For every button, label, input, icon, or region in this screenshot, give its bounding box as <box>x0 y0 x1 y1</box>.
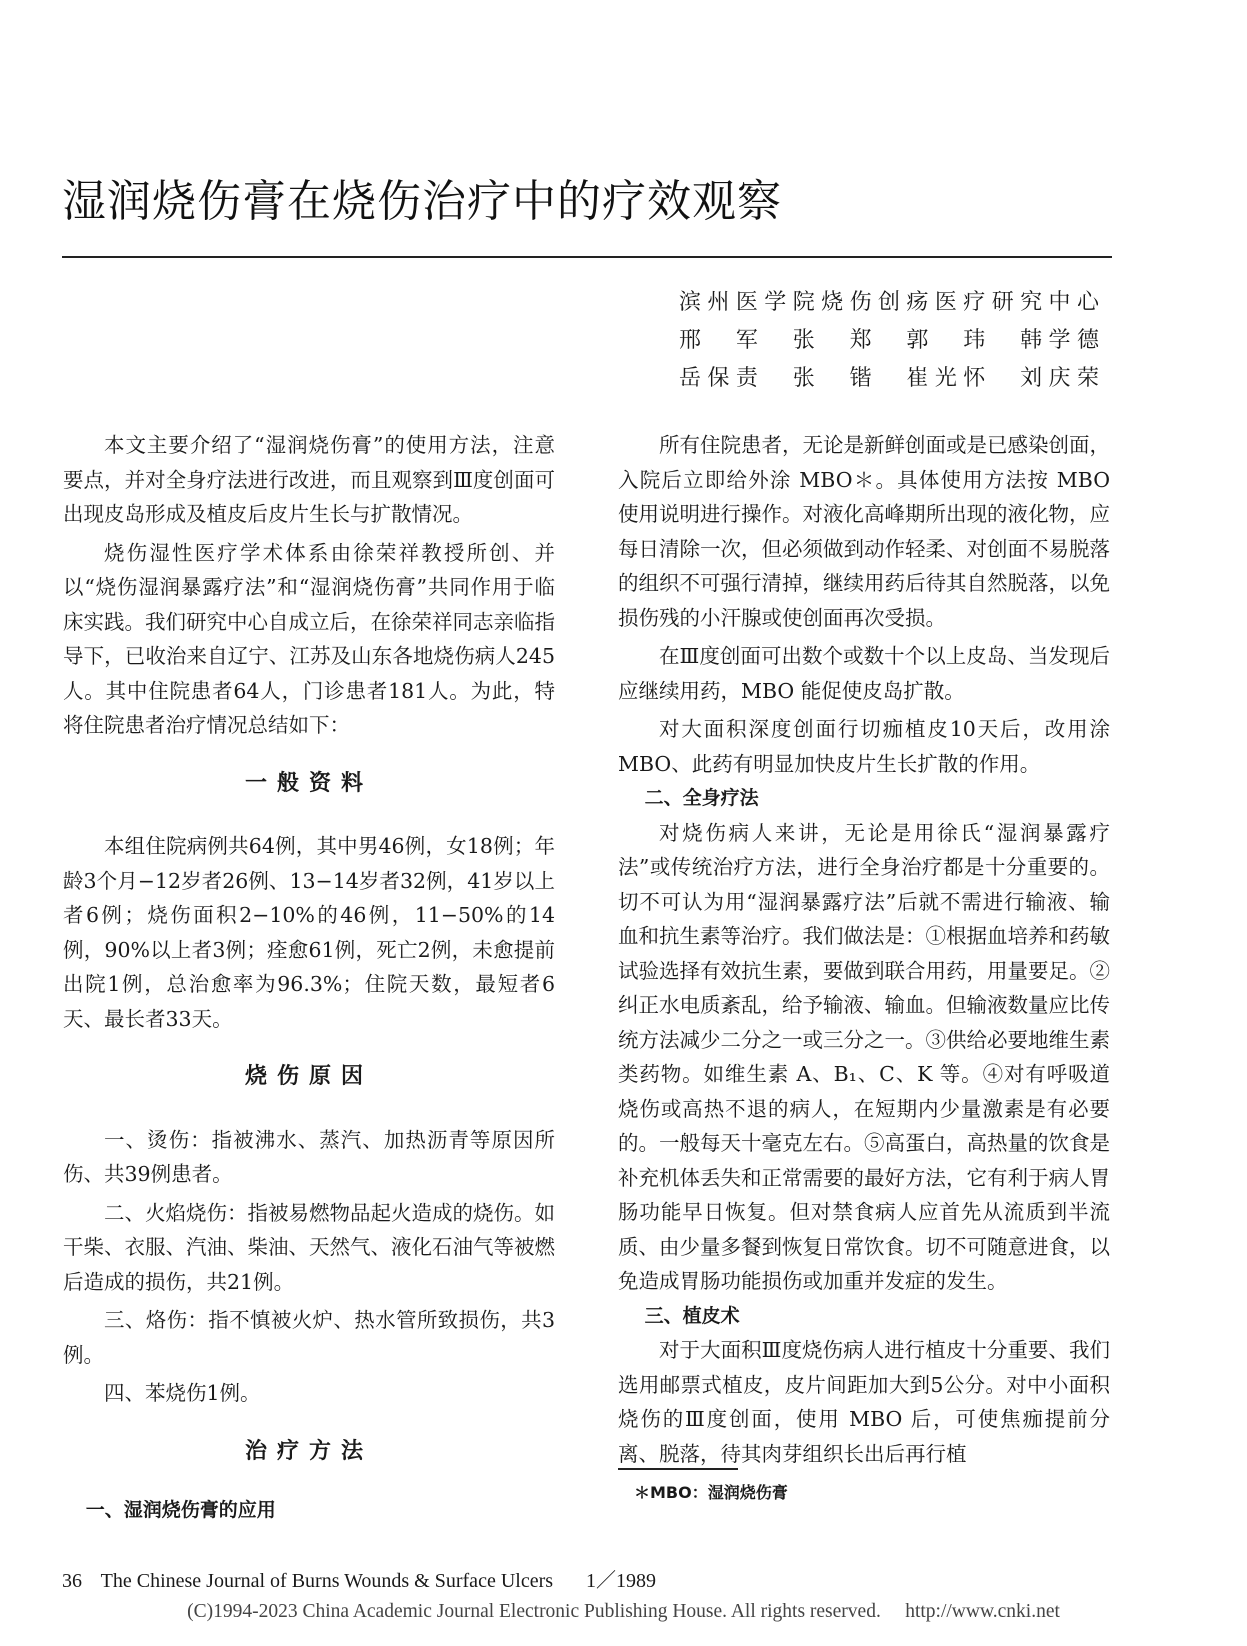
section-heading-burn-causes: 烧伤原因 <box>244 1064 373 1089</box>
subheading-systemic-therapy: 二、全身疗法 <box>644 787 759 809</box>
mbo-paragraph-2: 在Ⅲ度创面可出数个或数十个以上皮岛、当发现后应继续用药，MBO 能促使皮岛扩散。 <box>618 644 1110 703</box>
institution: 滨州医学院烧伤创疡医疗研究中心 <box>679 290 1099 315</box>
right-column <box>618 428 1110 1471</box>
systemic-therapy-paragraph: 对烧伤病人来讲，无论是用徐氏“湿润暴露疗法”或传统治疗方法，进行全身治疗都是十分重要的。切不可认为用“湿润暴露疗法”后就不需进行输液、输血和抗生素等治疗。我们做法是：①根据血培养和药敏试验选择有效抗生素，要做到联合用药，用量要足。②纠正水电质紊乱，给予输液、输血。但输液数量应比传统方法减少二分之一或三分之一。③供给必要地维生素类药物。如维生素 A、B₁、C、K 等。④对有呼吸道烧伤或高热不退的病人，在短期内少量激素是有必要的。一般每天十毫克左右。⑤高蛋白，高热量的饮食是补充机体丢失和正常需要的最好方法，它有利于病人胃肠功能早日恢复。但对禁食病人应首先从流质到半流质、由少量多餐到恢复日常饮食。切不可随意进食，以免造成胃肠功能损伤或加重并发症的发生。 <box>618 820 1110 1293</box>
section-heading-general-data: 一般资料 <box>244 770 373 796</box>
subheading-skin-graft: 三、植皮术 <box>644 1304 740 1327</box>
mbo-paragraph-3: 对大面积深度创面行切痂植皮10天后，改用涂 MBO、此药有明显加快皮片生长扩散的作用。 <box>618 717 1110 776</box>
authors-line-1: 邢 军 张 郑 郭 玮 韩学德 <box>679 328 1099 353</box>
running-footer <box>62 1568 670 1594</box>
section-heading-treatment: 治疗方法 <box>244 1438 373 1464</box>
intro-paragraph-2: 烧伤湿性医疗学术体系由徐荣祥教授所创、并以“烧伤湿润暴露疗法”和“湿润烧伤膏”共同作用于临床实践。我们研究中心自成立后，在徐荣祥同志亲临指导下，已收治来自辽宁、江苏及山东各地烧伤病人245人。其中住院患者64人，门诊患者181人。为此，特将住院患者治疗情况总结如下： <box>63 540 555 737</box>
skin-graft-paragraph: 对于大面积Ⅲ度烧伤病人进行植皮十分重要、我们选用邮票式植皮，皮片间距加大到5公分。对中小面积烧伤的Ⅲ度创面，使用 MBO 后，可使焦痂提前分离、脱落，待其肉芽组织长出后再行植 <box>618 1338 1110 1466</box>
burn-cause-4: 四、苯烧伤1例。 <box>104 1381 261 1405</box>
mbo-paragraph-1: 所有住院患者，无论是新鲜创面或是已感染创面，入院后立即给外涂 MBO＊。具体使用方法按 MBO 使用说明进行操作。对液化高峰期所出现的液化物，应每日清除一次，但必须做到动作轻柔、对创面不易脱落的组织不可强行清掉，继续用药后待其自然脱落，以免损伤残的小汗腺或使创面再次受损。 <box>618 433 1110 630</box>
burn-cause-2: 二、火焰烧伤：指被易燃物品起火造成的烧伤。如干柴、衣服、汽油、柴油、天然气、液化石油气等被燃后造成的损伤，共21例。 <box>63 1200 555 1294</box>
intro-paragraph-1: 本文主要介绍了“湿润烧伤膏”的使用方法，注意要点，并对全身疗法进行改进，而且观察到Ⅲ度创面可出现皮岛形成及植皮后皮片生长与扩散情况。 <box>63 433 555 526</box>
journal-name: The Chinese Journal of Burns Wounds & Surface Ulcers <box>100 1570 554 1592</box>
footnote: ＊MBO：湿润烧伤膏 <box>634 1483 788 1502</box>
title-rule <box>62 256 1112 258</box>
subheading-mbo-application: 一、湿润烧伤膏的应用 <box>85 1499 276 1521</box>
general-data-paragraph: 本组住院病例共64例，其中男46例，女18例；年龄3个月−12岁者26例、13−14岁者32例，41岁以上者6例；烧伤面积2−10%的46例，11−50%的14例，90%以上者3例；痊愈61例，死亡2例，未愈提前出院1例，总治愈率为96.3%；住院天数，最短者6天、最长者33天。 <box>63 834 555 1031</box>
article-title: 湿润烧伤膏在烧伤治疗中的疗效观察 <box>62 176 782 227</box>
burn-cause-1: 一、烫伤：指被沸水、蒸汽、加热沥青等原因所伤、共39例患者。 <box>63 1127 555 1186</box>
issue-number: 1／1989 <box>586 1570 657 1592</box>
left-column <box>63 428 555 1528</box>
burn-cause-3: 三、烙伤：指不慎被火炉、热水管所致损伤，共3例。 <box>63 1308 555 1367</box>
affiliation-block <box>679 284 1099 398</box>
page-number: 36 <box>62 1570 82 1592</box>
copyright-notice: (C)1994-2023 China Academic Journal Electronic Publishing House. All rights reserved. http://www.cnki.net <box>187 1601 1060 1622</box>
footnote-rule <box>618 1468 738 1470</box>
authors-line-2: 岳保责 张 锴 崔光怀 刘庆荣 <box>679 366 1099 391</box>
